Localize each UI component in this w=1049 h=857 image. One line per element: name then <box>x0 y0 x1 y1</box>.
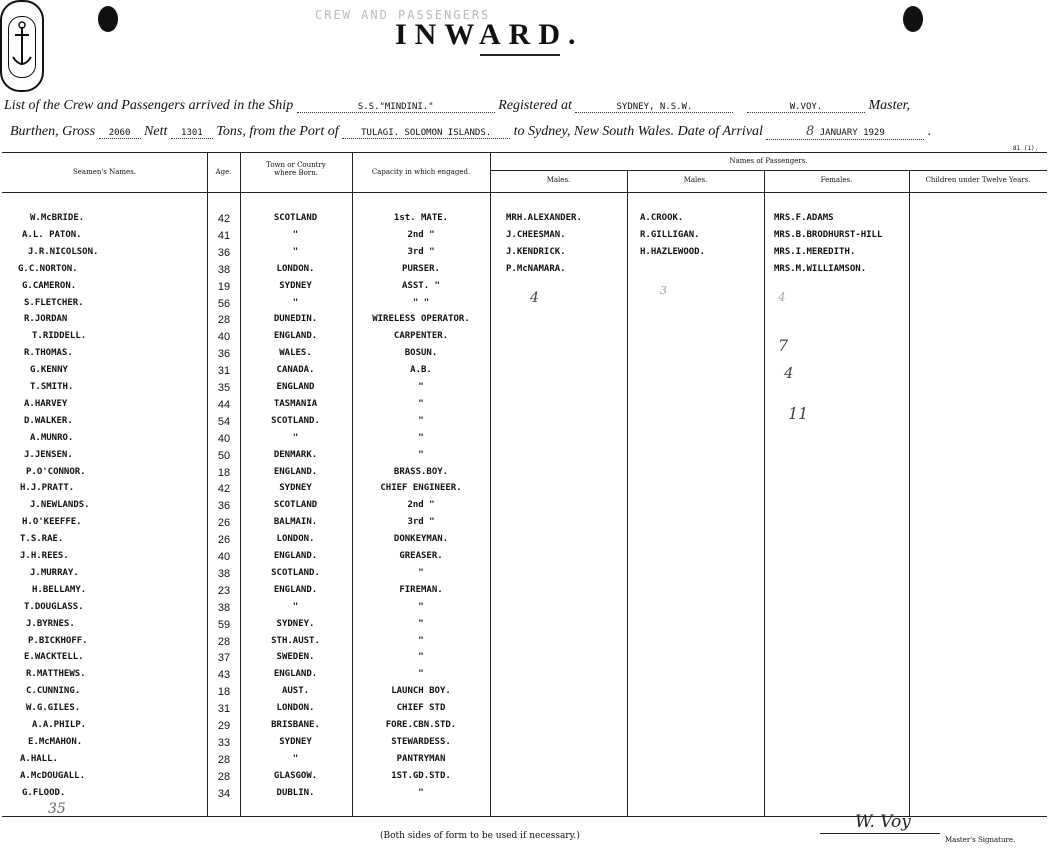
crew-birthplace: ENGLAND. <box>273 585 318 595</box>
col-divider-1 <box>207 152 208 816</box>
col-header-children: Children under Twelve Years. <box>925 176 1031 184</box>
crew-birthplace: WALES. <box>279 348 312 358</box>
crew-birthplace: SYDNEY <box>279 281 312 291</box>
crew-name: S.FLETCHER. <box>24 298 84 308</box>
crew-name: A.L. PATON. <box>22 230 82 240</box>
crew-name: D.WALKER. <box>24 416 73 426</box>
crew-birthplace: DUBLIN. <box>276 788 315 798</box>
crew-capacity: BRASS.BOY. <box>393 467 449 477</box>
page-title: INWARD. <box>395 18 584 51</box>
from-port: TULAGI. SOLOMON ISLANDS. <box>342 128 510 139</box>
crew-name: G.FLOOD. <box>22 788 66 798</box>
crew-birthplace: GLASGOW. <box>273 771 318 781</box>
arrival-end: . <box>927 124 932 139</box>
arrival-month-year: JANUARY 1929 <box>819 128 885 138</box>
crew-capacity: GREASER. <box>399 551 443 561</box>
arrival-day: 8 <box>806 124 815 139</box>
crew-name: H.J.PRATT. <box>20 483 75 493</box>
faint-stamp: CREW AND PASSENGERS <box>315 8 491 22</box>
crew-name: T.SMITH. <box>30 382 74 392</box>
crew-capacity: " <box>418 788 424 798</box>
margin-note-3: 11 <box>788 404 809 423</box>
crew-capacity: WIRELESS OPERATOR. <box>372 314 470 324</box>
punch-hole-left <box>98 6 118 32</box>
crew-name: T.DOUGLASS. <box>24 602 84 612</box>
registered-label: Registered at <box>498 98 572 113</box>
crew-capacity: " <box>418 450 424 460</box>
crew-capacity: PURSER. <box>402 264 440 274</box>
col-divider-6 <box>764 170 765 816</box>
crew-birthplace: BRISBANE. <box>271 720 320 730</box>
crew-age: 28 <box>217 314 231 326</box>
crew-age: 29 <box>217 720 231 732</box>
margin-note-2: 4 <box>784 364 794 382</box>
crew-age: 36 <box>217 500 231 512</box>
crew-name: G.CAMERON. <box>22 281 77 291</box>
crew-name: A.McDOUGALL. <box>20 771 86 781</box>
crew-capacity: 3rd " <box>407 247 435 257</box>
col-header-females: Females. <box>820 176 853 184</box>
col-divider-2 <box>240 152 241 816</box>
crew-birthplace: SYDNEY. <box>276 619 315 629</box>
crew-name: J.NEWLANDS. <box>30 500 90 510</box>
crew-name: W.McBRIDE. <box>30 213 85 223</box>
crew-birthplace: DENMARK. <box>273 450 318 460</box>
crew-birthplace: TASMANIA <box>273 399 318 409</box>
crew-capacity: STEWARDESS. <box>391 737 451 747</box>
arrival-date <box>766 124 924 140</box>
col-header-name: Seamen's Names. <box>72 168 137 176</box>
crew-capacity: DONKEYMAN. <box>393 534 449 544</box>
crew-birthplace: " <box>292 298 299 308</box>
crew-age: 34 <box>217 788 231 800</box>
seal-logo <box>0 0 44 92</box>
crew-age: 19 <box>217 281 231 293</box>
margin-note-1: 7 <box>778 336 789 355</box>
col-header-age: Age. <box>215 168 232 176</box>
crew-age: 37 <box>217 652 231 664</box>
col-divider-7 <box>909 170 910 816</box>
crew-birthplace: LONDON. <box>276 703 315 713</box>
crew-name: R.JORDAN <box>24 314 68 324</box>
passengers-sub-rule <box>490 170 1047 171</box>
crew-name: A.HARVEY <box>24 399 68 409</box>
table-top-rule <box>2 152 1047 153</box>
crew-birthplace: ENGLAND. <box>273 331 318 341</box>
col-header-passengers: Names of Passengers. <box>729 157 808 165</box>
crew-name: T.RIDDELL. <box>32 331 87 341</box>
crew-name: J.H.REES. <box>20 551 69 561</box>
crew-age: 42 <box>217 213 231 225</box>
crew-birthplace: " <box>292 754 299 764</box>
crew-capacity: FIREMAN. <box>399 585 443 595</box>
crew-birthplace: ENGLAND. <box>273 669 318 679</box>
crew-birthplace: AUST. <box>281 686 310 696</box>
crew-age: 26 <box>217 534 231 546</box>
col-header-males-1: Males. <box>546 176 571 184</box>
crew-name: J.MURRAY. <box>30 568 79 578</box>
crew-name: T.S.RAE. <box>20 534 64 544</box>
crew-birthplace: " <box>292 433 299 443</box>
crew-age: 28 <box>217 771 231 783</box>
crew-age: 35 <box>217 382 231 394</box>
crew-age: 36 <box>217 247 231 259</box>
signature-line <box>820 833 940 834</box>
title-rule <box>480 54 560 56</box>
tally-males-1: 4 <box>530 290 539 306</box>
crew-age: 38 <box>217 568 231 580</box>
crew-name: J.BYRNES. <box>26 619 75 629</box>
col-divider-4 <box>490 152 491 816</box>
crew-age: 42 <box>217 483 231 495</box>
col-header-capacity: Capacity in which engaged. <box>371 168 471 176</box>
crew-capacity: 2nd " <box>407 230 435 240</box>
crew-age: 31 <box>217 365 231 377</box>
crew-total: 35 <box>48 801 66 817</box>
nett-tons: 1301 <box>171 128 213 139</box>
crew-name: G.C.NORTON. <box>18 264 78 274</box>
crew-birthplace: BALMAIN. <box>273 517 318 527</box>
crew-age: 28 <box>217 754 231 766</box>
passenger-males2: H.HAZLEWOOD. <box>640 247 706 257</box>
crew-name: E.McMAHON. <box>28 737 83 747</box>
crew-capacity: " <box>418 416 424 426</box>
crew-capacity: " <box>418 636 424 646</box>
footer-note: (Both sides of form to be used if necessary.) <box>380 831 580 841</box>
gross-tons: 2060 <box>99 128 141 139</box>
crew-capacity: CHIEF STD <box>396 703 446 713</box>
crew-name: W.G.GILES. <box>26 703 81 713</box>
crew-name: H.BELLAMY. <box>32 585 87 595</box>
crew-age: 18 <box>217 467 231 479</box>
tally-males-2: 3 <box>660 284 667 297</box>
crew-age: 18 <box>217 686 231 698</box>
passenger-females: MRS.B.BRODHURST-HILL <box>774 230 883 240</box>
tally-females: 4 <box>778 290 786 304</box>
burthen-label: Burthen, Gross <box>10 124 96 139</box>
crew-name: A.A.PHILP. <box>32 720 87 730</box>
col-divider-5 <box>627 170 628 816</box>
master-label: Master, <box>868 98 911 113</box>
crew-capacity: " <box>418 399 424 409</box>
crew-capacity: 2nd " <box>407 500 435 510</box>
crew-capacity: " " <box>412 298 430 308</box>
crew-name: R.MATTHEWS. <box>26 669 86 679</box>
crew-capacity: " <box>418 568 424 578</box>
crew-birthplace: " <box>292 247 299 257</box>
anchor-icon <box>8 16 36 78</box>
nett-label: Nett <box>144 124 168 139</box>
crew-birthplace: " <box>292 230 299 240</box>
passenger-males2: R.GILLIGAN. <box>640 230 700 240</box>
crew-name: J.JENSEN. <box>24 450 73 460</box>
punch-hole-right <box>903 6 923 32</box>
crew-birthplace: SCOTLAND. <box>271 416 320 426</box>
crew-name: P.BICKHOFF. <box>28 636 88 646</box>
passenger-females: MRS.I.MEREDITH. <box>774 247 856 257</box>
crew-birthplace: CANADA. <box>276 365 315 375</box>
crew-capacity: " <box>418 382 424 392</box>
crew-name: P.O'CONNOR. <box>26 467 86 477</box>
crew-age: 44 <box>217 399 231 411</box>
destination-label: to Sydney, New South Wales. <box>513 124 675 139</box>
crew-capacity: " <box>418 602 424 612</box>
form-number: 81 (1). <box>1013 145 1039 152</box>
crew-capacity: 1ST.GD.STD. <box>391 771 451 781</box>
col-header-males-2: Males. <box>683 176 708 184</box>
crew-birthplace: SCOTLAND <box>273 500 318 510</box>
passenger-males1: J.CHEESMAN. <box>506 230 566 240</box>
heading-text-1: List of the Crew and Passengers arrived in the Ship <box>4 98 294 113</box>
crew-name: C.CUNNING. <box>26 686 81 696</box>
header-bottom-rule <box>2 192 1047 193</box>
crew-birthplace: SCOTLAND. <box>271 568 320 578</box>
crew-capacity: CHIEF ENGINEER. <box>380 483 462 493</box>
crew-capacity: ASST. " <box>402 281 440 291</box>
master-name: W.VOY. <box>747 102 865 113</box>
crew-age: 41 <box>217 230 231 242</box>
col-header-born: Town or Country where Born. <box>266 161 326 177</box>
crew-name: A.MUNRO. <box>30 433 74 443</box>
registered-port: SYDNEY, N.S.W. <box>575 102 733 113</box>
crew-capacity: LAUNCH BOY. <box>391 686 451 696</box>
crew-name: A.HALL. <box>20 754 58 764</box>
crew-name: E.WACKTELL. <box>24 652 84 662</box>
crew-name: H.O'KEEFFE. <box>22 517 82 527</box>
crew-age: 38 <box>217 602 231 614</box>
crew-capacity: " <box>418 669 424 679</box>
crew-age: 43 <box>217 669 231 681</box>
crew-name: R.THOMAS. <box>24 348 73 358</box>
crew-age: 50 <box>217 450 231 462</box>
crew-age: 26 <box>217 517 231 529</box>
crew-age: 40 <box>217 331 231 343</box>
crew-capacity: A.B. <box>410 365 432 375</box>
crew-birthplace: SWEDEN. <box>276 652 315 662</box>
crew-capacity: " <box>418 619 424 629</box>
crew-age: 54 <box>217 416 231 428</box>
crew-capacity: PANTRYMAN <box>396 754 446 764</box>
crew-capacity: CARPENTER. <box>393 331 449 341</box>
heading-line-1 <box>4 98 910 114</box>
signature-label: Master's Signature. <box>945 836 1016 844</box>
crew-age: 56 <box>217 298 231 310</box>
crew-age: 59 <box>217 619 231 631</box>
crew-age: 40 <box>217 551 231 563</box>
arrival-label: Date of Arrival <box>677 124 763 139</box>
crew-capacity: BOSUN. <box>404 348 438 358</box>
crew-birthplace: SYDNEY <box>279 483 312 493</box>
passenger-females: MRS.F.ADAMS <box>774 213 834 223</box>
passenger-males1: MRH.ALEXANDER. <box>506 213 582 223</box>
crew-birthplace: DUNEDIN. <box>273 314 318 324</box>
crew-age: 31 <box>217 703 231 715</box>
from-port-label: Tons, from the Port of <box>216 124 339 139</box>
master-signature: W. Voy <box>855 812 911 832</box>
passenger-males2: A.CROOK. <box>640 213 684 223</box>
crew-name: G.KENNY <box>30 365 68 375</box>
crew-name: J.R.NICOLSON. <box>28 247 99 257</box>
passenger-males1: J.KENDRICK. <box>506 247 566 257</box>
passenger-females: MRS.M.WILLIAMSON. <box>774 264 867 274</box>
crew-age: 36 <box>217 348 231 360</box>
passenger-males1: P.McNAMARA. <box>506 264 566 274</box>
crew-capacity: 1st. MATE. <box>393 213 449 223</box>
crew-age: 40 <box>217 433 231 445</box>
crew-birthplace: LONDON. <box>276 264 315 274</box>
crew-age: 38 <box>217 264 231 276</box>
crew-birthplace: ENGLAND <box>276 382 315 392</box>
crew-age: 28 <box>217 636 231 648</box>
heading-line-2 <box>10 124 931 140</box>
crew-capacity: " <box>418 433 424 443</box>
crew-birthplace: SYDNEY <box>279 737 312 747</box>
crew-birthplace: SCOTLAND <box>273 213 318 223</box>
crew-capacity: " <box>418 652 424 662</box>
ship-name: S.S."MINDINI." <box>297 102 495 113</box>
crew-age: 33 <box>217 737 231 749</box>
crew-birthplace: ENGLAND. <box>273 467 318 477</box>
crew-birthplace: ENGLAND. <box>273 551 318 561</box>
crew-capacity: 3rd " <box>407 517 435 527</box>
crew-age: 23 <box>217 585 231 597</box>
crew-capacity: FORE.CBN.STD. <box>385 720 457 730</box>
col-divider-3 <box>352 152 353 816</box>
crew-birthplace: LONDON. <box>276 534 315 544</box>
crew-birthplace: " <box>292 602 299 612</box>
crew-birthplace: STH.AUST. <box>271 636 320 646</box>
